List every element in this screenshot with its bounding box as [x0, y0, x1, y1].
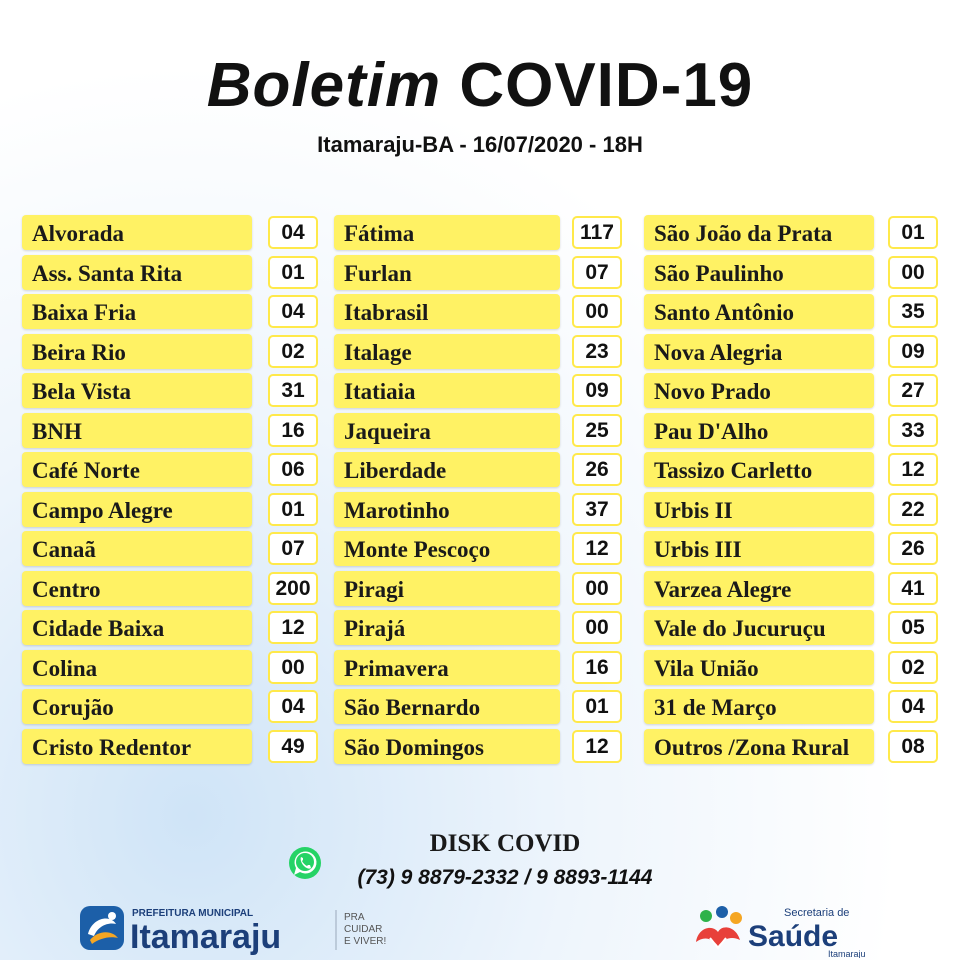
case-count: 16	[572, 651, 622, 684]
case-count: 04	[888, 690, 938, 723]
case-count: 27	[888, 374, 938, 407]
neighborhood-name: Corujão	[22, 689, 252, 724]
case-count: 07	[572, 256, 622, 289]
title-italic: Boletim	[206, 51, 442, 120]
neighborhood-name: Cidade Baixa	[22, 610, 252, 645]
case-count: 00	[888, 256, 938, 289]
case-count: 37	[572, 493, 622, 526]
neighborhood-name: Jaqueira	[334, 413, 560, 448]
case-count: 22	[888, 493, 938, 526]
prefeitura-itamaraju-logo	[78, 900, 408, 956]
logo-saude-text: Saúde	[748, 920, 839, 953]
case-count: 26	[888, 532, 938, 565]
case-count: 06	[268, 453, 318, 486]
neighborhood-name: Canaã	[22, 531, 252, 566]
case-count: 00	[572, 295, 622, 328]
neighborhood-name: Varzea Alegre	[644, 571, 874, 606]
case-count: 01	[572, 690, 622, 723]
case-count: 26	[572, 453, 622, 486]
neighborhood-name: Outros /Zona Rural	[644, 729, 874, 764]
neighborhood-name: Ass. Santa Rita	[22, 255, 252, 290]
logo-itamaraju-small-text: Itamaraju	[828, 949, 866, 958]
case-count: 02	[268, 335, 318, 368]
page-title	[0, 46, 960, 126]
neighborhood-name: Bela Vista	[22, 373, 252, 408]
logo-secretaria-text: Secretaria de	[784, 907, 850, 919]
neighborhood-name: Vila União	[644, 650, 874, 685]
neighborhood-name: Piragi	[334, 571, 560, 606]
neighborhood-name: BNH	[22, 413, 252, 448]
secretaria-saude-logo	[692, 902, 882, 958]
neighborhood-name: São João da Prata	[644, 215, 874, 250]
neighborhood-name: Beira Rio	[22, 334, 252, 369]
case-count: 07	[268, 532, 318, 565]
case-count: 31	[268, 374, 318, 407]
title-main: COVID-19	[459, 51, 754, 120]
logo-slogan-line-1: PRA	[344, 912, 365, 923]
neighborhood-name: São Bernardo	[334, 689, 560, 724]
neighborhood-name: São Domingos	[334, 729, 560, 764]
case-count: 04	[268, 295, 318, 328]
case-count: 23	[572, 335, 622, 368]
neighborhood-name: Urbis II	[644, 492, 874, 527]
logo-itamaraju-text: Itamaraju	[130, 918, 282, 956]
neighborhood-name: Monte Pescoço	[334, 531, 560, 566]
case-count: 00	[268, 651, 318, 684]
disk-covid-phone: (73) 9 8879-2332 / 9 8893-1144	[357, 866, 653, 889]
neighborhood-name: Nova Alegria	[644, 334, 874, 369]
case-count: 08	[888, 730, 938, 763]
neighborhood-name: Urbis III	[644, 531, 874, 566]
neighborhood-name: Café Norte	[22, 452, 252, 487]
neighborhood-name: Fátima	[334, 215, 560, 250]
neighborhood-name: São Paulinho	[644, 255, 874, 290]
case-count: 25	[572, 414, 622, 447]
neighborhood-name: Primavera	[334, 650, 560, 685]
case-count: 01	[268, 493, 318, 526]
case-count: 05	[888, 611, 938, 644]
neighborhood-name: Itatiaia	[334, 373, 560, 408]
case-count: 00	[572, 611, 622, 644]
case-count: 04	[268, 690, 318, 723]
neighborhood-name: Vale do Jucuruçu	[644, 610, 874, 645]
case-count: 200	[268, 572, 318, 605]
case-count: 02	[888, 651, 938, 684]
neighborhood-name: Furlan	[334, 255, 560, 290]
neighborhood-name: Centro	[22, 571, 252, 606]
disk-covid-title: DISK COVID	[429, 830, 581, 857]
case-count: 12	[572, 730, 622, 763]
case-count: 01	[268, 256, 318, 289]
neighborhood-name: Colina	[22, 650, 252, 685]
case-count: 09	[572, 374, 622, 407]
case-count: 00	[572, 572, 622, 605]
logo-slogan-line-2: CUIDAR	[344, 924, 383, 935]
logo-prefeitura-text: PREFEITURA MUNICIPAL	[132, 908, 254, 919]
neighborhood-name: Baixa Fria	[22, 294, 252, 329]
case-count: 12	[572, 532, 622, 565]
neighborhood-name: Marotinho	[334, 492, 560, 527]
neighborhood-name: Alvorada	[22, 215, 252, 250]
case-count: 41	[888, 572, 938, 605]
case-count: 49	[268, 730, 318, 763]
neighborhood-name: Liberdade	[334, 452, 560, 487]
case-count: 12	[888, 453, 938, 486]
neighborhood-name: Campo Alegre	[22, 492, 252, 527]
neighborhood-name: 31 de Março	[644, 689, 874, 724]
neighborhood-name: Italage	[334, 334, 560, 369]
neighborhood-name: Novo Prado	[644, 373, 874, 408]
neighborhood-name: Santo Antônio	[644, 294, 874, 329]
case-count: 04	[268, 216, 318, 249]
case-count: 35	[888, 295, 938, 328]
case-count: 09	[888, 335, 938, 368]
case-count: 16	[268, 414, 318, 447]
case-count: 33	[888, 414, 938, 447]
case-count: 01	[888, 216, 938, 249]
logo-slogan-line-3: E VIVER!	[344, 936, 387, 947]
neighborhood-name: Cristo Redentor	[22, 729, 252, 764]
neighborhood-name: Pirajá	[334, 610, 560, 645]
case-count: 117	[572, 216, 622, 249]
neighborhood-name: Pau D'Alho	[644, 413, 874, 448]
neighborhood-name: Itabrasil	[334, 294, 560, 329]
page-subtitle: Itamaraju-BA - 16/07/2020 - 18H	[317, 132, 643, 157]
neighborhood-name: Tassizo Carletto	[644, 452, 874, 487]
case-count: 12	[268, 611, 318, 644]
